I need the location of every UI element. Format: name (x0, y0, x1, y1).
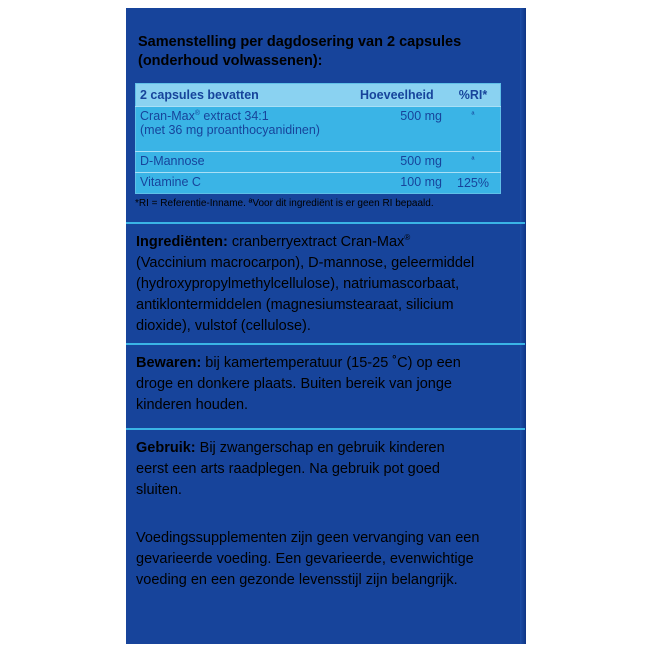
cell-name (136, 107, 355, 152)
usage-section (136, 438, 508, 501)
ingredients-line-3: (hydroxypropylmethylcellulose), natriumascorbaat, (136, 276, 460, 292)
ingredients-section (136, 232, 508, 337)
table-row (136, 152, 501, 173)
cell-name: D-Mannose (136, 152, 355, 173)
storage-line-2: droge en donkere plaats. Buiten bereik van jonge (136, 376, 452, 392)
cell-amount: 500 mg (354, 107, 446, 152)
heading-line-1: Samenstelling per dagdosering van 2 capsules (138, 34, 462, 50)
registered-mark: ® (194, 109, 200, 117)
storage-line-3: kinderen houden. (136, 397, 249, 413)
ingredients-line-1: cranberryextract Cran-Max (227, 234, 405, 250)
ingredients-label: Ingrediënten: (136, 234, 228, 250)
cell-ri: ª (446, 107, 501, 152)
section-divider (126, 222, 525, 224)
table-row (136, 173, 501, 194)
disclaimer-line-3: voeding en een gezonde levensstijl zijn belangrijk. (136, 572, 458, 588)
ingredients-line-4: antiklontermiddelen (magnesiumstearaat, silicium (136, 297, 454, 313)
cell-name: Vitamine C (136, 173, 355, 194)
usage-line-3: sluiten. (136, 482, 182, 498)
cran-max-name: Cran-Max (140, 109, 195, 123)
storage-line-1: bij kamertemperatuur (15-25 ˚C) op een (201, 355, 461, 371)
cell-amount: 100 mg (354, 173, 446, 194)
usage-label: Gebruik: (136, 440, 196, 456)
registered-mark: ® (404, 233, 411, 243)
col-header-amount: Hoeveelheid (354, 84, 446, 107)
disclaimer-line-2: gevarieerde voeding. Een gevarieerde, evenwichtige (136, 551, 474, 567)
storage-label: Bewaren: (136, 355, 202, 371)
ingredients-line-5: dioxide), vulstof (cellulose). (136, 318, 311, 334)
cran-max-detail: (met 36 mg proanthocyanidinen) (140, 123, 320, 137)
ingredients-line-2: (Vaccinium macrocarpon), D-mannose, geleermiddel (136, 255, 475, 271)
storage-section (136, 353, 508, 416)
usage-line-1: Bij zwangerschap en gebruik kinderen (195, 440, 445, 456)
section-divider (126, 428, 525, 430)
table-row (136, 107, 501, 152)
col-header-name: 2 capsules bevatten (136, 84, 355, 107)
heading-line-2: (onderhoud volwassenen): (138, 53, 323, 69)
cran-max-name-rest: extract 34:1 (199, 109, 269, 123)
ri-footnote: *RI = Referentie-Inname. ªVoor dit ingrediënt is er geen RI bepaald. (135, 198, 434, 209)
cell-ri: ª (446, 152, 501, 173)
usage-line-2: eerst een arts raadplegen. Na gebruik pot goed (136, 461, 440, 477)
section-divider (126, 343, 525, 345)
disclaimer-section (136, 528, 508, 591)
cell-amount: 500 mg (354, 152, 446, 173)
cell-ri: 125% (446, 173, 501, 194)
table-header-row (136, 84, 501, 107)
col-header-ri: %RI* (446, 84, 501, 107)
nutrition-table (135, 83, 501, 194)
disclaimer-line-1: Voedingssupplementen zijn geen vervanging van een (136, 530, 480, 546)
panel-edge-shadow (520, 8, 526, 644)
composition-heading (138, 33, 508, 71)
